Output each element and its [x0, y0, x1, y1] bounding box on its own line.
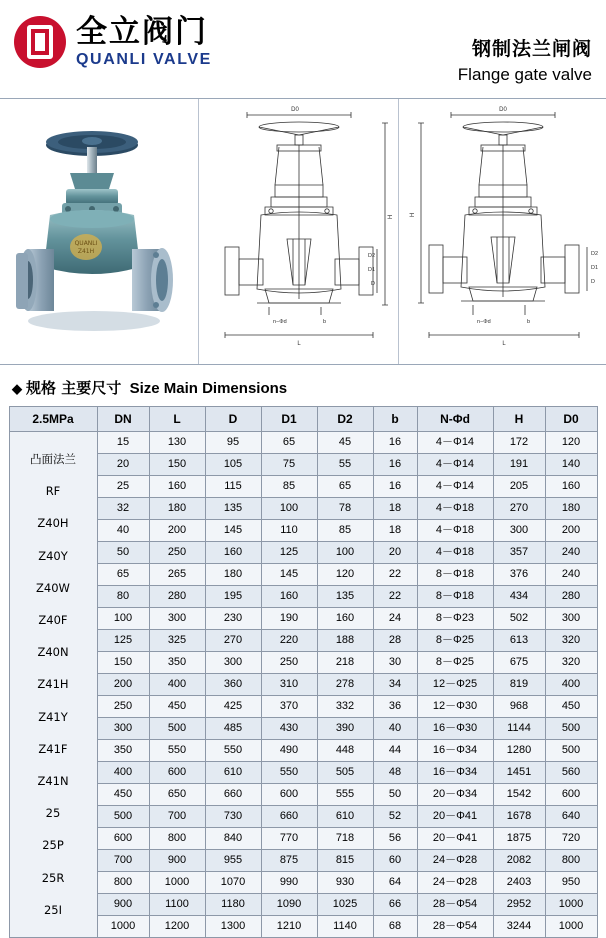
left-label-item: Z41F [38, 741, 68, 756]
table-cell: 8－Φ25 [417, 652, 493, 674]
col-header-d0: D0 [545, 407, 597, 432]
table-row [9, 652, 597, 674]
left-label-item: 25R [41, 870, 65, 885]
table-cell: 675 [493, 652, 545, 674]
table-row [9, 564, 597, 586]
table-cell: 819 [493, 674, 545, 696]
table-cell: 450 [545, 696, 597, 718]
table-corner-header: 2.5MPa [9, 407, 97, 432]
table-cell: 18 [373, 520, 417, 542]
table-cell: 2403 [493, 872, 545, 894]
table-cell: 770 [261, 828, 317, 850]
circle-q-logo-icon [14, 16, 66, 68]
svg-text:D: D [591, 279, 595, 285]
page-title [458, 34, 592, 85]
svg-text:D0: D0 [499, 107, 507, 113]
table-cell: 115 [205, 476, 261, 498]
table-row [9, 806, 597, 828]
table-cell: 1180 [205, 894, 261, 916]
left-label-item: Z41H [37, 677, 69, 692]
table-cell: 125 [261, 542, 317, 564]
table-cell: 990 [261, 872, 317, 894]
table-cell: 360 [205, 674, 261, 696]
svg-text:n−Φd: n−Φd [477, 319, 491, 325]
table-cell: 40 [97, 520, 149, 542]
table-cell: 145 [205, 520, 261, 542]
table-cell: 20－Φ34 [417, 784, 493, 806]
table-cell: 180 [545, 498, 597, 520]
table-cell: 32 [97, 498, 149, 520]
svg-text:D2: D2 [591, 251, 599, 257]
table-cell: 1200 [149, 916, 205, 938]
svg-text:n−Φd: n−Φd [273, 319, 287, 325]
table-cell: 16－Φ30 [417, 718, 493, 740]
page-title-en: Flange gate valve [457, 65, 592, 84]
table-row [9, 850, 597, 872]
table-row [9, 454, 597, 476]
table-cell: 125 [97, 630, 149, 652]
table-cell: 505 [317, 762, 373, 784]
table-cell: 24－Φ28 [417, 872, 493, 894]
table-cell: 1300 [205, 916, 261, 938]
table-cell: 250 [261, 652, 317, 674]
table-cell: 300 [545, 608, 597, 630]
table-cell: 28 [373, 630, 417, 652]
table-cell: 1210 [261, 916, 317, 938]
table-cell: 1070 [205, 872, 261, 894]
svg-text:b: b [527, 319, 531, 325]
svg-text:QUANLI: QUANLI [74, 240, 98, 247]
table-cell: 800 [97, 872, 149, 894]
col-header-dn: DN [97, 407, 149, 432]
table-cell: 22 [373, 564, 417, 586]
left-label-item: 25 [45, 806, 61, 821]
svg-text:D0: D0 [291, 107, 299, 113]
col-header-nd: N-Φd [417, 407, 493, 432]
valve-drawing-front-icon [199, 99, 399, 362]
table-row [9, 784, 597, 806]
table-cell: 205 [493, 476, 545, 498]
table-cell: 2952 [493, 894, 545, 916]
table-cell: 280 [545, 586, 597, 608]
table-cell: 24－Φ28 [417, 850, 493, 872]
table-cell: 485 [205, 718, 261, 740]
table-cell: 75 [261, 454, 317, 476]
table-cell: 490 [261, 740, 317, 762]
table-cell: 325 [149, 630, 205, 652]
table-cell: 172 [493, 432, 545, 454]
table-row [9, 762, 597, 784]
table-cell: 8－Φ25 [417, 630, 493, 652]
table-cell: 240 [545, 542, 597, 564]
table-row [9, 828, 597, 850]
table-cell: 332 [317, 696, 373, 718]
table-cell: 300 [149, 608, 205, 630]
table-cell: 8－Φ18 [417, 586, 493, 608]
table-cell: 1140 [317, 916, 373, 938]
left-label-item: Z40N [37, 645, 69, 660]
svg-text:H: H [388, 214, 394, 220]
svg-text:D1: D1 [367, 267, 375, 273]
table-cell: 150 [97, 652, 149, 674]
table-cell: 20－Φ41 [417, 806, 493, 828]
figure-row [0, 99, 606, 365]
table-cell: 370 [261, 696, 317, 718]
table-cell: 55 [317, 454, 373, 476]
table-row [9, 542, 597, 564]
svg-text:D2: D2 [367, 253, 375, 259]
table-row [9, 916, 597, 938]
table-cell: 110 [261, 520, 317, 542]
table-cell: 160 [205, 542, 261, 564]
table-cell: 400 [545, 674, 597, 696]
table-cell: 320 [545, 630, 597, 652]
table-row [9, 740, 597, 762]
table-cell: 4－Φ14 [417, 432, 493, 454]
table-cell: 4－Φ18 [417, 498, 493, 520]
table-cell: 320 [545, 652, 597, 674]
table-cell: 20 [373, 542, 417, 564]
table-cell: 64 [373, 872, 417, 894]
table-cell: 95 [205, 432, 261, 454]
col-header-b: b [373, 407, 417, 432]
table-cell: 200 [545, 520, 597, 542]
table-cell: 65 [97, 564, 149, 586]
table-cell: 660 [261, 806, 317, 828]
table-cell: 150 [149, 454, 205, 476]
left-label-item: Z41N [37, 773, 69, 788]
table-cell: 135 [317, 586, 373, 608]
table-cell: 180 [149, 498, 205, 520]
brand-name-cn: 全立阀门 [76, 14, 208, 50]
table-cell: 730 [205, 806, 261, 828]
table-row [9, 718, 597, 740]
table-cell: 16 [373, 454, 417, 476]
table-cell: 18 [373, 498, 417, 520]
table-cell: 100 [97, 608, 149, 630]
table-cell: 4－Φ18 [417, 520, 493, 542]
table-cell: 36 [373, 696, 417, 718]
table-cell: 28－Φ54 [417, 894, 493, 916]
table-cell: 218 [317, 652, 373, 674]
gate-valve-photo-icon [8, 107, 190, 355]
table-cell: 600 [261, 784, 317, 806]
table-cell: 200 [97, 674, 149, 696]
table-row [9, 608, 597, 630]
table-cell: 434 [493, 586, 545, 608]
table-cell: 1000 [97, 916, 149, 938]
section-heading-cn: 规格 主要尺寸 [26, 379, 122, 397]
table-cell: 34 [373, 674, 417, 696]
table-cell: 16－Φ34 [417, 762, 493, 784]
table-cell: 278 [317, 674, 373, 696]
left-label-item: 凸面法兰 [30, 452, 76, 467]
table-cell: 100 [317, 542, 373, 564]
section-heading-en: Size Main Dimensions [129, 380, 288, 397]
table-cell: 718 [317, 828, 373, 850]
table-cell: 30 [373, 652, 417, 674]
table-cell: 40 [373, 718, 417, 740]
svg-text:Z41H: Z41H [77, 248, 95, 255]
brand-name-en: QUANLI VALVE [76, 50, 212, 68]
left-label-item: Z40F [38, 613, 68, 628]
left-label-item: Z40H [37, 516, 69, 531]
table-row [9, 432, 597, 454]
valve-drawing-section [398, 99, 606, 364]
table-row [9, 630, 597, 652]
table-row [9, 520, 597, 542]
table-cell: 48 [373, 762, 417, 784]
table-cell: 1100 [149, 894, 205, 916]
table-cell: 8－Φ23 [417, 608, 493, 630]
table-cell: 230 [205, 608, 261, 630]
table-cell: 4－Φ14 [417, 454, 493, 476]
table-cell: 425 [205, 696, 261, 718]
table-cell: 800 [545, 850, 597, 872]
table-cell: 1678 [493, 806, 545, 828]
table-cell: 400 [97, 762, 149, 784]
table-body [9, 432, 597, 938]
table-row [9, 674, 597, 696]
table-cell: 875 [261, 850, 317, 872]
table-cell: 85 [317, 520, 373, 542]
page-title-cn: 钢制法兰闸阀 [471, 38, 592, 60]
table-cell: 1875 [493, 828, 545, 850]
table-cell: 815 [317, 850, 373, 872]
table-cell: 20 [97, 454, 149, 476]
table-cell: 700 [149, 806, 205, 828]
table-cell: 640 [545, 806, 597, 828]
section-heading [0, 365, 606, 406]
table-cell: 500 [149, 718, 205, 740]
table-cell: 550 [205, 740, 261, 762]
table-cell: 265 [149, 564, 205, 586]
table-cell: 56 [373, 828, 417, 850]
table-cell: 195 [205, 586, 261, 608]
table-cell: 430 [261, 718, 317, 740]
table-cell: 550 [261, 762, 317, 784]
table-cell: 300 [205, 652, 261, 674]
table-cell: 500 [545, 718, 597, 740]
table-cell: 390 [317, 718, 373, 740]
table-cell: 25 [97, 476, 149, 498]
table-cell: 50 [97, 542, 149, 564]
table-cell: 4－Φ18 [417, 542, 493, 564]
table-cell: 1542 [493, 784, 545, 806]
table-cell: 900 [149, 850, 205, 872]
table-cell: 280 [149, 586, 205, 608]
table-cell: 52 [373, 806, 417, 828]
table-header-row [9, 407, 597, 432]
table-cell: 1000 [545, 916, 597, 938]
table-cell: 650 [149, 784, 205, 806]
left-label-item: Z40W [36, 580, 70, 595]
table-cell: 350 [149, 652, 205, 674]
table-cell: 900 [97, 894, 149, 916]
table-row [9, 894, 597, 916]
table-cell: 450 [149, 696, 205, 718]
table-cell: 60 [373, 850, 417, 872]
table-cell: 135 [205, 498, 261, 520]
table-cell: 191 [493, 454, 545, 476]
valve-photo-figure [0, 99, 198, 364]
table-cell: 1025 [317, 894, 373, 916]
table-cell: 1000 [149, 872, 205, 894]
table-cell: 720 [545, 828, 597, 850]
table-cell: 840 [205, 828, 261, 850]
table-cell: 100 [261, 498, 317, 520]
left-label-item: Z41Y [38, 709, 68, 724]
table-cell: 2082 [493, 850, 545, 872]
table-cell: 560 [545, 762, 597, 784]
table-cell: 300 [493, 520, 545, 542]
left-label-item: Z40Y [38, 548, 68, 563]
table-cell: 1090 [261, 894, 317, 916]
table-cell: 930 [317, 872, 373, 894]
table-cell: 310 [261, 674, 317, 696]
table-cell: 45 [317, 432, 373, 454]
table-cell: 66 [373, 894, 417, 916]
brand-logo [0, 0, 314, 69]
diamond-bullet-icon: ◆ [12, 381, 22, 396]
table-cell: 1280 [493, 740, 545, 762]
table-cell: 1000 [545, 894, 597, 916]
table-cell: 145 [261, 564, 317, 586]
table-cell: 130 [149, 432, 205, 454]
table-cell: 50 [373, 784, 417, 806]
table-cell: 190 [261, 608, 317, 630]
table-cell: 357 [493, 542, 545, 564]
table-row [9, 872, 597, 894]
table-cell: 3244 [493, 916, 545, 938]
table-cell: 600 [545, 784, 597, 806]
table-cell: 250 [149, 542, 205, 564]
table-cell: 550 [149, 740, 205, 762]
table-cell: 140 [545, 454, 597, 476]
table-cell: 8－Φ18 [417, 564, 493, 586]
table-cell: 400 [149, 674, 205, 696]
table-cell: 610 [205, 762, 261, 784]
table-cell: 12－Φ30 [417, 696, 493, 718]
table-cell: 613 [493, 630, 545, 652]
table-cell: 700 [97, 850, 149, 872]
table-cell: 1451 [493, 762, 545, 784]
table-cell: 610 [317, 806, 373, 828]
table-cell: 376 [493, 564, 545, 586]
table-cell: 800 [149, 828, 205, 850]
svg-text:L: L [297, 341, 301, 347]
table-cell: 450 [97, 784, 149, 806]
col-header-d2: D2 [317, 407, 373, 432]
table-cell: 500 [97, 806, 149, 828]
table-cell: 968 [493, 696, 545, 718]
table-cell: 200 [149, 520, 205, 542]
table-cell: 600 [149, 762, 205, 784]
svg-text:D: D [371, 281, 375, 287]
table-cell: 68 [373, 916, 417, 938]
table-cell: 160 [149, 476, 205, 498]
table-cell: 44 [373, 740, 417, 762]
table-cell: 555 [317, 784, 373, 806]
table-cell: 12－Φ25 [417, 674, 493, 696]
table-cell: 250 [97, 696, 149, 718]
table-cell: 120 [545, 432, 597, 454]
table-cell: 600 [97, 828, 149, 850]
table-cell: 15 [97, 432, 149, 454]
table-cell: 20－Φ41 [417, 828, 493, 850]
table-cell: 16－Φ34 [417, 740, 493, 762]
svg-text:H: H [410, 212, 416, 218]
table-cell: 28－Φ54 [417, 916, 493, 938]
col-header-d: D [205, 407, 261, 432]
table-cell: 120 [317, 564, 373, 586]
left-label-item: 25I [43, 902, 63, 917]
svg-text:b: b [323, 319, 327, 325]
table-row [9, 696, 597, 718]
table-cell: 4－Φ14 [417, 476, 493, 498]
svg-text:D1: D1 [591, 265, 599, 271]
table-cell: 160 [545, 476, 597, 498]
table-cell: 350 [97, 740, 149, 762]
table-cell: 300 [97, 718, 149, 740]
table-cell: 950 [545, 872, 597, 894]
table-cell: 1144 [493, 718, 545, 740]
col-header-l: L [149, 407, 205, 432]
valve-drawing-front [198, 99, 398, 364]
dimensions-table [9, 406, 598, 938]
col-header-d1: D1 [261, 407, 317, 432]
table-cell: 270 [205, 630, 261, 652]
table-row [9, 476, 597, 498]
left-label-item: 25P [42, 838, 64, 853]
table-cell: 955 [205, 850, 261, 872]
table-cell: 80 [97, 586, 149, 608]
svg-text:L: L [502, 341, 506, 347]
table-cell: 65 [317, 476, 373, 498]
table-cell: 24 [373, 608, 417, 630]
table-left-label-cell [9, 432, 97, 938]
brand-text [76, 16, 212, 69]
table-cell: 16 [373, 476, 417, 498]
table-cell: 240 [545, 564, 597, 586]
table-cell: 78 [317, 498, 373, 520]
table-cell: 220 [261, 630, 317, 652]
table-cell: 85 [261, 476, 317, 498]
valve-drawing-section-icon [399, 99, 606, 362]
left-label-item: RF [45, 484, 61, 499]
table-cell: 270 [493, 498, 545, 520]
table-cell: 188 [317, 630, 373, 652]
table-row [9, 498, 597, 520]
table-row [9, 586, 597, 608]
table-cell: 65 [261, 432, 317, 454]
page-header [0, 0, 606, 99]
table-cell: 660 [205, 784, 261, 806]
table-cell: 160 [261, 586, 317, 608]
table-cell: 22 [373, 586, 417, 608]
table-cell: 16 [373, 432, 417, 454]
table-cell: 160 [317, 608, 373, 630]
table-cell: 502 [493, 608, 545, 630]
table-cell: 105 [205, 454, 261, 476]
table-cell: 500 [545, 740, 597, 762]
table-cell: 180 [205, 564, 261, 586]
table-cell: 448 [317, 740, 373, 762]
col-header-h: H [493, 407, 545, 432]
